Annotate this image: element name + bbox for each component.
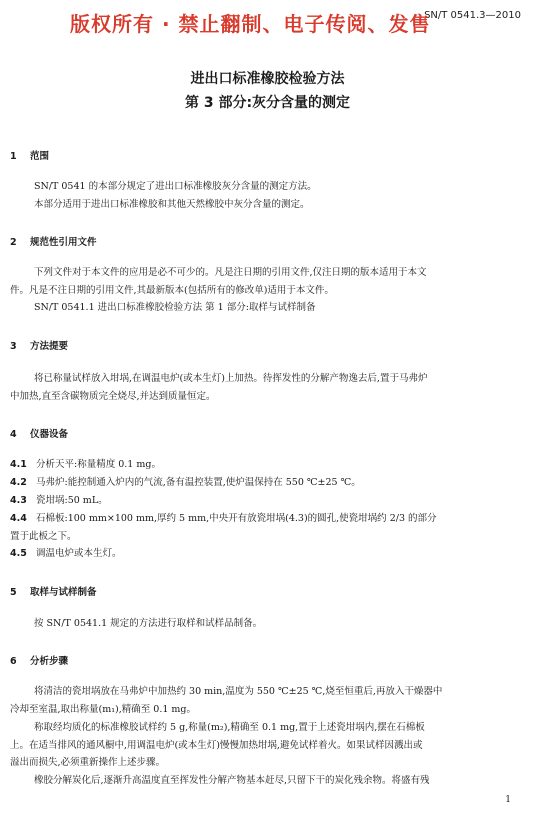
paragraph: 中加热,直至含碳物质完全烧尽,并达到质量恒定。 [10, 391, 216, 402]
paragraph: 将已称量试样放入坩埚,在调温电炉(或本生灯)上加热。待挥发性的分解产物逸去后,置于马弗炉 [34, 373, 428, 384]
paragraph: 上。在适当排风的通风橱中,用调温电炉(或本生灯)慢慢加热坩埚,避免试样着火。如果试样因溅出或 [10, 740, 423, 751]
section-6-heading [10, 653, 68, 667]
list-item [10, 511, 437, 527]
section-title: 规范性引用文件 [30, 237, 97, 248]
list-item [10, 493, 108, 509]
item-number: 4.3 [10, 495, 27, 506]
paragraph: 冷却至室温,取出称量(m₁),精确至 0.1 mg。 [10, 704, 197, 715]
section-number: 1 [10, 151, 17, 162]
list-item [10, 475, 361, 491]
list-item-continuation: 置于此板之下。 [10, 531, 77, 542]
section-title: 取样与试样制备 [30, 587, 97, 598]
standard-number: SN/T 0541.3—2010 [424, 10, 521, 21]
section-2-heading [10, 234, 97, 248]
paragraph: 将清洁的瓷坩埚放在马弗炉中加热约 30 min,温度为 550 ℃±25 ℃,烧至恒重后,再放入干燥器中 [34, 686, 443, 697]
paragraph: 称取经均质化的标准橡胶试样约 5 g,称量(m₂),精确至 0.1 mg,置于上述瓷坩埚内,摆在石棉板 [34, 722, 425, 733]
section-number: 6 [10, 656, 17, 667]
section-number: 4 [10, 429, 17, 440]
item-number: 4.1 [10, 459, 27, 470]
item-text: 瓷坩埚:50 mL。 [36, 495, 108, 506]
section-title: 分析步骤 [30, 656, 69, 667]
section-title: 仪器设备 [30, 429, 69, 440]
item-number: 4.4 [10, 513, 27, 524]
item-text: 马弗炉:能控制通入炉内的气流,备有温控装置,使炉温保持在 550 ℃±25 ℃。 [36, 477, 361, 488]
section-5-heading [10, 584, 97, 598]
paragraph: 溢出而损失,必须重新操作上述步骤。 [10, 757, 166, 768]
section-title: 方法提要 [30, 341, 69, 352]
item-text: 调温电炉或本生灯。 [36, 548, 122, 559]
item-text: 分析天平:称量精度 0.1 mg。 [36, 459, 161, 470]
paragraph: 橡胶分解炭化后,逐渐升高温度直至挥发性分解产物基本赶尽,只留下干的炭化残余物。将盛有残 [34, 775, 430, 786]
document-subtitle: 第 3 部分:灰分含量的测定 [184, 95, 351, 111]
section-3-heading [10, 338, 68, 352]
paragraph: 按 SN/T 0541.1 规定的方法进行取样和试样品制备。 [34, 618, 263, 629]
item-number: 4.2 [10, 477, 27, 488]
document-title: 进出口标准橡胶检验方法 [190, 71, 345, 87]
paragraph: SN/T 0541 的本部分规定了进出口标准橡胶灰分含量的测定方法。 [34, 181, 317, 192]
section-4-heading [10, 426, 68, 440]
page-number: 1 [505, 795, 511, 805]
section-number: 2 [10, 237, 17, 248]
list-item [10, 457, 161, 473]
paragraph: 下列文件对于本文件的应用是必不可少的。凡是注日期的引用文件,仅注日期的版本适用于本文 [34, 267, 427, 278]
paragraph: 本部分适用于进出口标准橡胶和其他天然橡胶中灰分含量的测定。 [34, 199, 310, 210]
section-number: 3 [10, 341, 17, 352]
list-item [10, 546, 122, 562]
paragraph: SN/T 0541.1 进出口标准橡胶检验方法 第 1 部分:取样与试样制备 [34, 302, 316, 313]
item-text: 石棉板:100 mm×100 mm,厚约 5 mm,中央开有放瓷坩埚(4.3)的圆孔,使瓷坩埚约 2/3 的部分 [36, 513, 437, 524]
section-number: 5 [10, 587, 17, 598]
paragraph: 件。凡是不注日期的引用文件,其最新版本(包括所有的修改单)适用于本文件。 [10, 285, 334, 296]
section-1-heading [10, 148, 49, 162]
section-title: 范围 [30, 151, 50, 162]
item-number: 4.5 [10, 548, 27, 559]
watermark-text: 版权所有 · 禁止翻制、电子传阅、发售 [70, 12, 431, 36]
